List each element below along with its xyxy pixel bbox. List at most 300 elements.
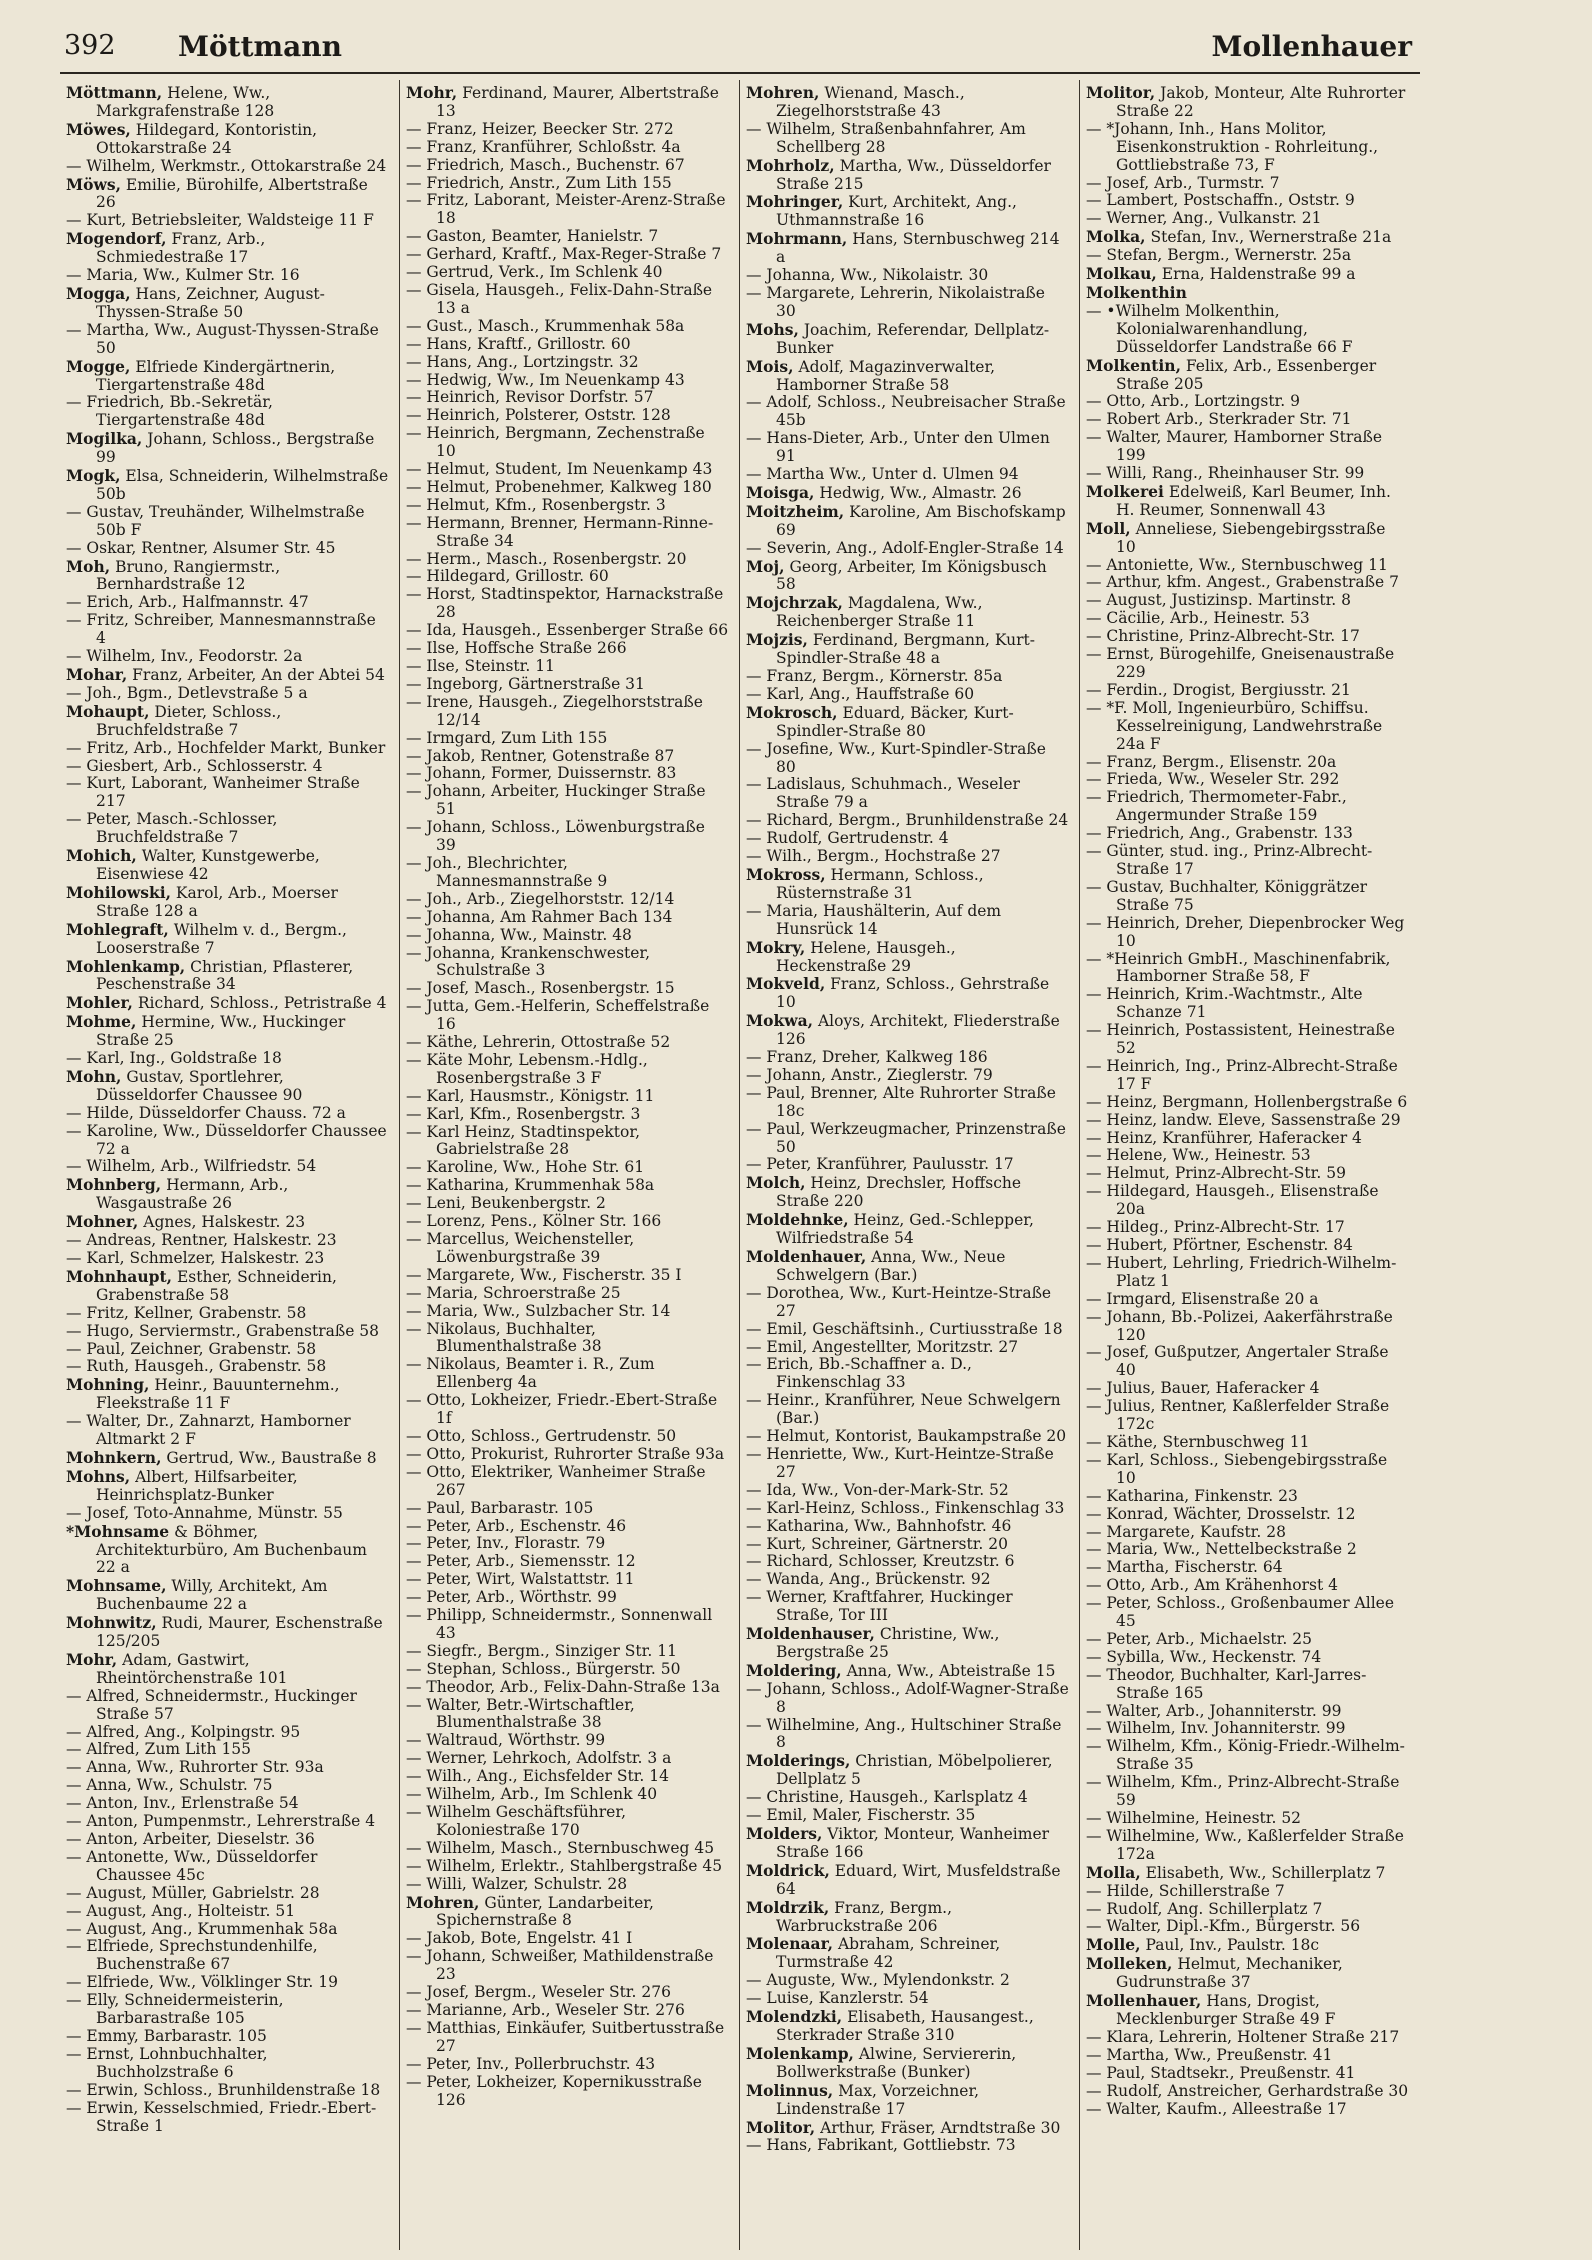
directory-entry [1086, 284, 1410, 303]
entry-details: Franz, Arb., Schmiedestraße 17 [96, 230, 266, 267]
entry-details: — Johann, Schloss., Löwenburgstraße 39 [406, 818, 705, 855]
entry-details: — Joh., Arb., Ziegelhorststr. 12/14 [406, 889, 675, 908]
entry-details: — Martha Ww., Unter d. Ulmen 94 [746, 465, 1019, 484]
entry-details: — Kurt, Betriebsleiter, Waldsteige 11 F [66, 211, 374, 230]
entry-details: — Friedrich, Anstr., Zum Lith 155 [406, 173, 672, 192]
directory-entry [1086, 1058, 1410, 1094]
entry-details: — Heinrich, Dreher, Diepenbrocker Weg 10 [1086, 913, 1405, 950]
directory-entry [406, 282, 729, 318]
directory-entry [1086, 1649, 1410, 1667]
entry-details: — Gustav, Treuhänder, Wilhelmstraße 50b F [66, 502, 365, 539]
directory-entry [406, 1034, 729, 1052]
directory-entry [406, 2074, 729, 2110]
directory-entry [406, 1984, 729, 2002]
directory-entry [1086, 465, 1410, 483]
entry-details: — Wilhelm, Arb., Im Schlenk 40 [406, 1785, 658, 1804]
entry-details: — Walter, Betr.-Wirtschaftler, Blumenthalstraße 38 [406, 1695, 635, 1732]
directory-entry [66, 1176, 389, 1213]
directory-entry [406, 121, 729, 139]
directory-entry [66, 1341, 389, 1359]
entry-details: — Anton, Pumpenmstr., Lehrerstraße 4 [66, 1812, 376, 1831]
entry-details: — Christine, Prinz-Albrecht-Str. 17 [1086, 627, 1360, 646]
directory-entry [1086, 574, 1410, 592]
entry-details: — Karl-Heinz, Schloss., Finkenschlag 33 [746, 1498, 1065, 1517]
entry-details: Kurt, Architekt, Ang., Uthmannstraße 16 [776, 193, 1017, 230]
entry-details: — Friedrich, Ang., Grabenstr. 133 [1086, 824, 1353, 843]
directory-entry [746, 484, 1069, 503]
entry-details: — Josefine, Ww., Kurt-Spindler-Straße 80 [746, 739, 1046, 776]
directory-entry [406, 1195, 729, 1213]
entry-details: — Irene, Hausgeh., Ziegelhorststraße 12/14 [406, 692, 703, 729]
directory-entry [746, 1285, 1069, 1321]
entry-surname: Moldenhauser, [746, 1624, 875, 1644]
directory-entry [746, 812, 1069, 830]
entry-details: — Heinr., Kranführer, Neue Schwelgern (Bar.) [746, 1391, 1061, 1428]
entry-details: — Leni, Beukenbergstr. 2 [406, 1194, 606, 1213]
directory-entry [66, 1921, 389, 1939]
entry-details: Günter, Landarbeiter, Spichernstraße 8 [436, 1893, 654, 1930]
entry-details: — Wilhelm, Inv. Johanniterstr. 99 [1086, 1719, 1346, 1738]
directory-entry [406, 1428, 729, 1446]
directory-entry [66, 1903, 389, 1921]
entry-details: — *F. Moll, Ingenieurbüro, Schiffsu. Kesselreinigung, Landwehrstraße 24a F [1086, 698, 1383, 753]
directory-entry [746, 903, 1069, 939]
directory-entry [66, 212, 389, 230]
entry-details: — Hilde, Schillerstraße 7 [1086, 1881, 1285, 1900]
entry-details: — August, Ang., Krummenhak 58a [66, 1919, 338, 1938]
entry-details: — Walter, Arb., Johanniterstr. 99 [1086, 1701, 1342, 1720]
entry-details: Franz, Schloss., Gehrstraße 10 [776, 975, 1050, 1012]
entry-details: — Peter, Lokheizer, Kopernikusstraße 126 [406, 2072, 702, 2109]
entry-surname: Mojzis, [746, 630, 808, 650]
directory-entry [1086, 1291, 1410, 1309]
directory-entry [406, 372, 729, 390]
entry-details: — Nikolaus, Beamter i. R., Zum Ellenberg 4a [406, 1355, 655, 1392]
entry-details: — Franz, Bergm., Körnerstr. 85a [746, 667, 1003, 685]
entry-details: — Johann, Arbeiter, Huckinger Straße 51 [406, 782, 706, 819]
directory-entry [1086, 1237, 1410, 1255]
directory-entry [66, 558, 389, 595]
entry-details: — Otto, Arb., Lortzingstr. 9 [1086, 392, 1300, 411]
entry-surname: Mohns, [66, 1466, 131, 1486]
entry-surname: Mohilowski, [66, 882, 171, 902]
directory-entry [406, 389, 729, 407]
directory-entry [66, 322, 389, 358]
entry-surname: Mohren, [406, 1892, 480, 1912]
entry-details: Rudi, Maurer, Eschenstraße 125/205 [96, 1614, 383, 1651]
directory-entry [66, 703, 389, 740]
directory-entry [66, 1813, 389, 1831]
directory-entry [1086, 1918, 1410, 1936]
directory-entry [66, 1741, 389, 1759]
entry-details: — Paul, Barbarastr. 105 [406, 1498, 594, 1517]
entry-details: — Wilh., Ang., Eichsfelder Str. 14 [406, 1767, 669, 1786]
directory-entry [66, 1885, 389, 1903]
directory-entry [746, 741, 1069, 777]
entry-details: — Werner, Kraftfahrer, Huckinger Straße, Tor III [746, 1588, 1013, 1625]
entry-details: — Anton, Inv., Erlenstraße 54 [66, 1794, 299, 1813]
directory-entry [746, 1500, 1069, 1518]
entry-details: — Klara, Lehrerin, Holtener Straße 217 [1086, 2027, 1400, 2046]
directory-entry [746, 1067, 1069, 1085]
entry-details: — Anna, Ww., Ruhrorter Str. 93a [66, 1758, 324, 1777]
entry-details: — Jakob, Bote, Engelstr. 41 I [406, 1929, 633, 1948]
entry-details: — Hugo, Serviermstr., Grabenstraße 58 [66, 1321, 380, 1340]
directory-entry [406, 1177, 729, 1195]
entry-details: — Maria, Ww., Sulzbacher Str. 14 [406, 1301, 671, 1320]
directory-entry [406, 694, 729, 730]
entry-details: — Herm., Masch., Rosenbergstr. 20 [406, 549, 687, 568]
entry-details: — Anton, Arbeiter, Dieselstr. 36 [66, 1830, 315, 1848]
entry-surname: Mohnwitz, [66, 1613, 157, 1633]
entry-details: — Katharina, Ww., Bahnhofstr. 46 [746, 1516, 1012, 1535]
directory-entry [406, 1356, 729, 1392]
directory-entry [66, 394, 389, 430]
entry-details: — Rudolf, Anstreicher, Gerhardstraße 30 [1086, 2081, 1409, 2100]
directory-entry [66, 847, 389, 884]
entry-details: — Ruth, Hausgeh., Grabenstr. 58 [66, 1357, 327, 1376]
directory-entry [66, 1974, 389, 1992]
directory-entry [746, 1571, 1069, 1589]
entry-details: — Helmut, Kfm., Rosenbergstr. 3 [406, 495, 666, 514]
directory-entry [406, 1697, 729, 1733]
directory-entry [746, 1789, 1069, 1807]
directory-entry [66, 1523, 389, 1578]
entry-details: — August, Justizinsp. Martinstr. 8 [1086, 591, 1352, 610]
entry-details: — Martha, Ww., Preußenstr. 41 [1086, 2045, 1333, 2064]
entry-details: & Böhmer, Architekturbüro, Am Buchenbaum 22 a [96, 1522, 367, 1577]
entry-details: — Franz, Kranführer, Schloßstr. 4a [406, 137, 681, 156]
entry-details: Wilhelm v. d., Bergm., Looserstraße 7 [96, 920, 347, 957]
directory-entry [66, 1724, 389, 1742]
directory-entry [746, 1752, 1069, 1789]
entry-details: — Helmut, Kontorist, Baukampstraße 20 [746, 1427, 1067, 1446]
entry-details: Jakob, Monteur, Alte Ruhrorter Straße 22 [1116, 84, 1406, 120]
directory-entry [746, 1717, 1069, 1753]
directory-entry [66, 121, 389, 158]
entry-details: — Horst, Stadtinspektor, Harnackstraße 28 [406, 585, 724, 622]
directory-entry [66, 884, 389, 921]
directory-entry [66, 2100, 389, 2136]
entry-details: — Peter, Arb., Eschenstr. 46 [406, 1516, 627, 1535]
entry-details: — Ernst, Lohnbuchhalter, Buchholzstraße 6 [66, 2044, 268, 2081]
entry-details: — Wilhelmine, Heinestr. 52 [1086, 1809, 1302, 1827]
directory-entry [66, 1614, 389, 1651]
directory-entry [66, 1688, 389, 1724]
directory-entry [66, 1449, 389, 1468]
entry-details: — Margarete, Ww., Fischerstr. 35 I [406, 1265, 682, 1284]
directory-entry [1086, 210, 1410, 228]
entry-details: Alwine, Serviererin, Bollwerkstraße (Bunker) [776, 2044, 1017, 2081]
entry-details: Heinr., Bauunternehm., Fleekstraße 11 F [96, 1376, 340, 1413]
entry-details: — Christine, Hausgeh., Karlsplatz 4 [746, 1788, 1028, 1807]
entry-details: — Helmut, Student, Im Neuenkamp 43 [406, 460, 713, 479]
directory-entry [1086, 1147, 1410, 1165]
entry-details: — Karl Heinz, Stadtinspektor, Gabrielstraße 28 [406, 1122, 641, 1159]
directory-entry [406, 318, 729, 336]
directory-entry [1086, 1738, 1410, 1774]
entry-details: — Käthe, Lehrerin, Ottostraße 52 [406, 1033, 671, 1052]
entry-details: — Nikolaus, Buchhalter, Blumenthalstraße 38 [406, 1319, 602, 1356]
directory-entry [1086, 610, 1410, 628]
entry-details: — Peter, Inv., Florastr. 79 [406, 1534, 606, 1553]
entry-surname: *Mohnsame [66, 1521, 170, 1541]
directory-entry [746, 2008, 1069, 2045]
entry-details: — Margarete, Kaufstr. 28 [1086, 1522, 1286, 1541]
directory-entry [406, 1894, 729, 1931]
directory-entry [66, 1651, 389, 1688]
directory-entry [1086, 951, 1410, 987]
directory-entry [1086, 700, 1410, 754]
directory-entry [406, 1804, 729, 1840]
directory-entry [406, 425, 729, 461]
directory-entry [66, 1068, 389, 1105]
header-first-name: Möttmann [178, 30, 343, 63]
directory-entry [406, 1930, 729, 1948]
directory-entry [406, 909, 729, 927]
entry-surname: Moll, [1086, 518, 1131, 538]
directory-entry [66, 1992, 389, 2028]
entry-details: Aloys, Architekt, Fliederstraße 126 [776, 1012, 1060, 1049]
entry-details: — Alfred, Ang., Kolpingstr. 95 [66, 1722, 301, 1741]
entry-details: — Julius, Bauer, Haferacker 4 [1086, 1379, 1320, 1398]
entry-details: Gertrud, Ww., Baustraße 8 [161, 1448, 377, 1467]
entry-details: — Helmut, Probenehmer, Kalkweg 180 [406, 477, 712, 496]
entry-details: — Maria, Ww., Kulmer Str. 16 [66, 266, 300, 285]
directory-entry [406, 1500, 729, 1518]
directory-entry [1086, 646, 1410, 682]
entry-details: Elisabeth, Hausangest., Sterkrader Straße 310 [776, 2008, 1034, 2044]
entry-details: — Ladislaus, Schuhmach., Weseler Straße 79 a [746, 775, 1020, 812]
directory-entry [66, 666, 389, 685]
entry-details: — Otto, Schloss., Gertrudenstr. 50 [406, 1426, 677, 1445]
entry-details: — Antonette, Ww., Düsseldorfer Chaussee 45c [66, 1847, 318, 1884]
entry-surname: Molinnus, [746, 2080, 834, 2100]
entry-details: — Hubert, Lehrling, Friedrich-Wilhelm-Platz 1 [1086, 1253, 1397, 1290]
entry-details: Hermann, Schloss., Rüsternstraße 31 [776, 865, 984, 902]
directory-entry [746, 1049, 1069, 1067]
directory-entry [66, 758, 389, 776]
directory-entry [66, 612, 389, 648]
entry-details: — Elly, Schneidermeisterin, Barbarastraße 105 [66, 1991, 284, 2028]
directory-entry [406, 1858, 729, 1876]
entry-surname: Molendzki, [746, 2007, 843, 2027]
directory-entry [1086, 1452, 1410, 1488]
directory-entry [406, 676, 729, 694]
entry-details: — Peter, Kranführer, Paulusstr. 17 [746, 1155, 1014, 1174]
directory-entry [1086, 1720, 1410, 1738]
entry-surname: Mois, [746, 356, 794, 376]
directory-entry [746, 975, 1069, 1012]
entry-details: — Johanna, Ww., Nikolaistr. 30 [746, 266, 989, 285]
directory-entry [66, 1759, 389, 1777]
entry-details: — Rudolf, Gertrudenstr. 4 [746, 829, 949, 848]
directory-entry [406, 1106, 729, 1124]
entry-details: — Martha, Ww., August-Thyssen-Straße 50 [66, 320, 379, 357]
entry-surname: Molkentin, [1086, 355, 1181, 375]
entry-surname: Mogga, [66, 283, 131, 303]
entry-details: Paul, Inv., Paulstr. 18c [1140, 1936, 1320, 1955]
entry-surname: Molleken, [1086, 1954, 1173, 1974]
directory-entry [406, 1124, 729, 1160]
directory-entry [406, 980, 729, 998]
directory-entry [1086, 986, 1410, 1022]
entry-details: — Helene, Ww., Heinestr. 53 [1086, 1146, 1311, 1165]
entry-details: — Margarete, Lehrerin, Nikolaistraße 30 [746, 283, 1045, 320]
entry-details: — Johann, Schweißer, Mathildenstraße 23 [406, 1947, 714, 1984]
entry-details: Ferdinand, Bergmann, Kurt-Spindler-Straße 48 a [776, 631, 1035, 668]
directory-entry [1086, 1595, 1410, 1631]
entry-details: — Johann, Former, Duissernstr. 83 [406, 764, 677, 783]
directory-entry [746, 1321, 1069, 1339]
directory-entry [1086, 789, 1410, 825]
entry-details: Hildegard, Kontoristin, Ottokarstraße 24 [96, 120, 318, 157]
directory-entry [1086, 247, 1410, 265]
entry-details: — Friedrich, Masch., Buchenstr. 67 [406, 155, 685, 174]
entry-details: — Johanna, Am Rahmer Bach 134 [406, 907, 673, 926]
entry-details: Adam, Gastwirt, Rheintörchenstraße 101 [96, 1650, 288, 1687]
entry-surname: Mogendorf, [66, 229, 167, 249]
directory-entry [406, 568, 729, 586]
directory-entry [746, 830, 1069, 848]
entry-details: — Günter, stud. ing., Prinz-Albrecht-Straße 17 [1086, 842, 1373, 878]
entry-details: Willy, Architekt, Am Buchenbaume 22 a [96, 1577, 328, 1614]
directory-entry [746, 2082, 1069, 2119]
directory-entry [406, 1392, 729, 1428]
entry-details: — Wilhelmine, Ang., Hultschiner Straße 8 [746, 1715, 1062, 1752]
entry-details: — Peter, Arb., Michaelstr. 25 [1086, 1629, 1312, 1648]
directory-entry [746, 1482, 1069, 1500]
directory-entry [1086, 1380, 1410, 1398]
directory-entry [66, 230, 389, 267]
entry-details: Bruno, Rangiermstr., Bernhardstraße 12 [96, 557, 281, 594]
directory-entry [746, 939, 1069, 976]
directory-entry [746, 121, 1069, 157]
directory-entry [406, 1876, 729, 1894]
entry-surname: Molenkamp, [746, 2043, 854, 2063]
directory-entry [406, 1535, 729, 1553]
directory-entry [1086, 303, 1410, 357]
directory-entry [406, 192, 729, 228]
directory-entry [746, 157, 1069, 194]
directory-entry [406, 1518, 729, 1536]
directory-entry [746, 866, 1069, 903]
directory-columns [60, 80, 1420, 2250]
entry-surname: Mokross, [746, 864, 826, 884]
entry-surname: Mohner, [66, 1212, 139, 1232]
entry-details: — Antoniette, Ww., Sternbuschweg 11 [1086, 555, 1388, 574]
entry-details: Walter, Kunstgewerbe, Eisenwiese 42 [96, 847, 320, 883]
directory-entry [746, 1807, 1069, 1825]
entry-details: — Heinz, landw. Eleve, Sassenstraße 29 [1086, 1110, 1401, 1129]
entry-surname: Molkerei [1086, 481, 1164, 501]
directory-entry [66, 1358, 389, 1376]
entry-details: Hans, Drogist, Mecklenburger Straße 49 F [1116, 1992, 1336, 2028]
entry-details: — Ingeborg, Gärtnerstraße 31 [406, 674, 645, 693]
entry-details: — Gisela, Hausgeh., Felix-Dahn-Straße 13 a [406, 280, 713, 317]
directory-entry [406, 1571, 729, 1589]
entry-details: — Josef, Bergm., Weseler Str. 276 [406, 1983, 671, 2002]
directory-entry [406, 1303, 729, 1321]
directory-entry [1086, 682, 1410, 700]
entry-details: — Wilhelm, Kfm., König-Friedr.-Wilhelm-Straße 35 [1086, 1737, 1405, 1774]
directory-entry [1086, 1130, 1410, 1148]
entry-surname: Mohn, [66, 1066, 122, 1086]
entry-details: — Käte Mohr, Lebensm.-Hdlg., Rosenbergstraße 3 F [406, 1050, 648, 1087]
directory-entry [746, 1990, 1069, 2008]
entry-details: — Heinrich, Polsterer, Oststr. 128 [406, 406, 671, 425]
entry-details: — Willi, Walzer, Schulstr. 28 [406, 1874, 628, 1893]
directory-entry [406, 891, 729, 909]
entry-details: — Wilhelm, Straßenbahnfahrer, Am Schellberg 28 [746, 119, 1026, 156]
directory-entry [406, 1321, 729, 1357]
entry-surname: Mokry, [746, 937, 806, 957]
directory-entry [66, 1413, 389, 1449]
entry-details: — Fritz, Laborant, Meister-Arenz-Straße 18 [406, 191, 726, 228]
directory-entry [1086, 1022, 1410, 1058]
directory-entry [406, 1786, 729, 1804]
entry-details: Christine, Ww., Bergstraße 25 [776, 1625, 1000, 1661]
entry-surname: Moitzheim, [746, 501, 845, 521]
directory-entry [1086, 557, 1410, 575]
entry-surname: Mohrholz, [746, 155, 835, 175]
entry-surname: Mojchrzak, [746, 593, 843, 613]
entry-details: — Josef, Arb., Turmstr. 7 [1086, 173, 1280, 192]
directory-entry [66, 2028, 389, 2046]
entry-details: — Giesbert, Arb., Schlosserstr. 4 [66, 756, 323, 775]
entry-details: — Ernst, Bürogehilfe, Gneisenaustraße 229 [1086, 645, 1395, 681]
directory-entry [406, 407, 729, 425]
directory-entry [406, 1948, 729, 1984]
entry-details: — Peter, Arb., Wörthstr. 99 [406, 1588, 617, 1607]
directory-entry [746, 394, 1069, 430]
entry-details: — Katharina, Finkenstr. 23 [1086, 1486, 1298, 1505]
entry-details: — Hildeg., Prinz-Albrecht-Str. 17 [1086, 1218, 1345, 1237]
entry-details: — Hilde, Düsseldorfer Chauss. 72 a [66, 1103, 346, 1122]
directory-entry [406, 658, 729, 676]
entry-details: — Paul, Stadtsekr., Preußenstr. 41 [1086, 2063, 1356, 2082]
directory-entry [406, 1446, 729, 1464]
directory-entry [66, 1777, 389, 1795]
directory-entry [746, 558, 1069, 595]
directory-entry [406, 551, 729, 569]
directory-entry [1086, 1883, 1410, 1901]
directory-entry [746, 358, 1069, 395]
entry-details: — Katharina, Krummenhak 58a [406, 1176, 655, 1195]
entry-details: Anna, Ww., Abteistraße 15 [841, 1661, 1056, 1680]
directory-entry [66, 1250, 389, 1268]
entry-surname: Moldehnke, [746, 1210, 849, 1230]
entry-details: Agnes, Halskestr. 23 [138, 1213, 306, 1232]
directory-entry [1086, 1955, 1410, 1992]
entry-details: — Wilhelm, Inv., Feodorstr. 2a [66, 647, 303, 666]
entry-details: — Hubert, Pförtner, Eschenstr. 84 [1086, 1236, 1353, 1254]
entry-details: — Hermann, Brenner, Hermann-Rinne-Straße 34 [406, 513, 714, 550]
entry-details: — Otto, Lokheizer, Friedr.-Ebert-Straße 1f [406, 1391, 718, 1428]
directory-entry [66, 2082, 389, 2100]
entry-details: — Fritz, Kellner, Grabenstr. 58 [66, 1303, 307, 1322]
entry-details: Karoline, Am Bischofskamp 69 [776, 502, 1066, 539]
entry-details: Esther, Schneiderin, Grabenstraße 58 [96, 1267, 337, 1304]
entry-details: — Peter, Masch.-Schlosser, Bruchfeldstraße 7 [66, 810, 278, 847]
entry-details: Helene, Ww., Markgrafenstraße 128 [96, 84, 275, 120]
directory-entry [66, 1468, 389, 1505]
entry-details: — Johann, Bb.-Polizei, Aakerfährstraße 120 [1086, 1307, 1393, 1344]
directory-entry [746, 631, 1069, 668]
entry-details: — Otto, Arb., Am Krähenhorst 4 [1086, 1576, 1338, 1595]
entry-details: — Fritz, Arb., Hochfelder Markt, Bunker [66, 738, 386, 757]
entry-details: — Peter, Wirt, Walstattstr. 11 [406, 1570, 635, 1589]
